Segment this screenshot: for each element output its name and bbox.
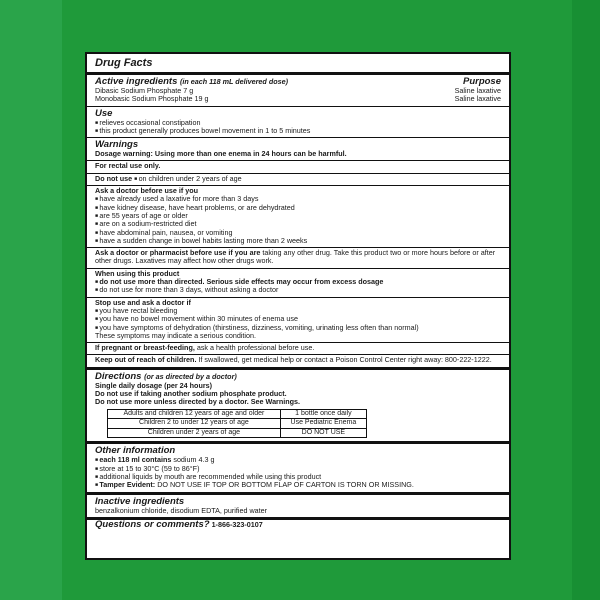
list-item: ■ do not use more than directed. Serious side effects may occur from excess dosage: [95, 278, 501, 286]
ingredient-row: Dibasic Sodium Phosphate 7 g Saline laxative: [95, 86, 501, 95]
ask-pharmacist-label: Ask a doctor or pharmacist before use if you are: [95, 248, 261, 258]
panel-title: Drug Facts: [87, 54, 509, 75]
directions-line: Do not use if taking another sodium phosphate product.: [95, 389, 287, 399]
when-using-label: When using this product: [95, 268, 180, 278]
do-not-use-section: [87, 174, 509, 186]
list-item: ■ you have no bowel movement within 30 minutes of enema use: [95, 315, 501, 323]
directions-line: Do not use more unless directed by a doctor. See Warnings.: [95, 397, 301, 407]
list-item: ■ do not use for more than 3 days, without asking a doctor: [95, 286, 501, 294]
active-heading: Active ingredients (in each 118 mL delivered dose): [95, 76, 288, 87]
dosage-warning: Dosage warning: Using more than one enema in 24 hours can be harmful.: [95, 149, 347, 159]
list-item: ■ this product generally produces bowel movement in 1 to 5 minutes: [95, 127, 501, 135]
carton-left-edge: [0, 0, 62, 600]
table-row: Children 2 to under 12 years of age Use Pediatric Enema: [108, 419, 367, 429]
inactive-heading: Inactive ingredients: [95, 495, 185, 507]
inactive-text: benzalkonium chloride, disodium EDTA, purified water: [95, 505, 268, 515]
questions-heading: Questions or comments?: [95, 518, 210, 530]
stop-use-note: These symptoms may indicate a serious condition.: [95, 330, 256, 340]
inactive-ingredients-section: [87, 495, 509, 520]
list-item: ■ are on a sodium-restricted diet: [95, 220, 501, 228]
list-item: ■ relieves occasional constipation: [95, 119, 501, 127]
list-item: ■ have kidney disease, have heart problems, or are dehydrated: [95, 204, 501, 212]
dosage-table: [107, 409, 367, 439]
ask-pharmacist-text: taking any other drug. Take this product two or more hours before or after other drugs. Laxatives may affect how other drugs work.: [95, 248, 496, 266]
when-using-section: [87, 269, 509, 298]
list-item: ■ store at 15 to 30°C (59 to 86°F): [95, 465, 501, 473]
phone-number: 1-866-323-0107: [211, 519, 263, 529]
list-item: ■ have abdominal pain, nausea, or vomiting: [95, 229, 501, 237]
warnings-header-section: [87, 138, 509, 161]
use-heading: Use: [95, 107, 113, 119]
questions-section: [87, 520, 509, 531]
list-item: ■ have already used a laxative for more than 3 days: [95, 195, 501, 203]
list-item: ■ additional liquids by mouth are recommended while using this product: [95, 473, 501, 481]
ask-pharmacist-section: [87, 248, 509, 269]
directions-heading: Directions (or as directed by a doctor): [95, 370, 237, 382]
list-item: ■ you have rectal bleeding: [95, 307, 501, 315]
ask-doctor-section: [87, 186, 509, 248]
pregnancy-section: [87, 343, 509, 355]
rectal-use-text: For rectal use only.: [95, 161, 161, 171]
directions-line: Single daily dosage (per 24 hours): [95, 380, 213, 390]
list-item: ■ you have symptoms of dehydration (thirstiness, dizziness, vomiting, urinating less often than normal): [95, 324, 501, 332]
purpose-heading: Purpose: [462, 76, 501, 87]
list-item: ■ are 55 years of age or older: [95, 212, 501, 220]
stop-use-section: [87, 298, 509, 343]
keep-out-text: If swallowed, get medical help or contact a Poison Control Center right away: 800-222-1222.: [198, 355, 492, 365]
keep-out-label: Keep out of reach of children.: [95, 355, 197, 365]
warnings-heading: Warnings: [95, 139, 139, 151]
other-information-section: [87, 444, 509, 494]
drug-facts-panel: [85, 52, 511, 560]
list-item: ■ Tamper Evident: DO NOT USE IF TOP OR BOTTOM FLAP OF CARTON IS TORN OR MISSING.: [95, 481, 501, 489]
do-not-use-label: Do not use: [95, 173, 133, 183]
use-section: [87, 107, 509, 139]
other-heading: Other information: [95, 445, 176, 457]
directions-section: [87, 370, 509, 445]
keep-out-section: [87, 355, 509, 369]
stop-use-label: Stop use and ask a doctor if: [95, 297, 191, 307]
table-row: Children under 2 years of age DO NOT USE: [108, 428, 367, 438]
carton-right-edge: [572, 0, 600, 600]
ask-doctor-label: Ask a doctor before use if you: [95, 186, 199, 196]
list-item: ■ on children under 2 years of age: [134, 174, 242, 183]
pregnancy-text: ask a health professional before use.: [196, 343, 315, 353]
list-item: ■ have a sudden change in bowel habits lasting more than 2 weeks: [95, 237, 501, 245]
active-ingredients-section: [87, 75, 509, 107]
ingredient-row: Monobasic Sodium Phosphate 19 g Saline laxative: [95, 94, 501, 104]
table-row: Adults and children 12 years of age and older 1 bottle once daily: [108, 409, 367, 419]
list-item: ■ each 118 ml contains sodium 4.3 g: [95, 456, 501, 464]
pregnancy-label: If pregnant or breast-feeding,: [95, 343, 195, 353]
rectal-use-section: [87, 161, 509, 173]
